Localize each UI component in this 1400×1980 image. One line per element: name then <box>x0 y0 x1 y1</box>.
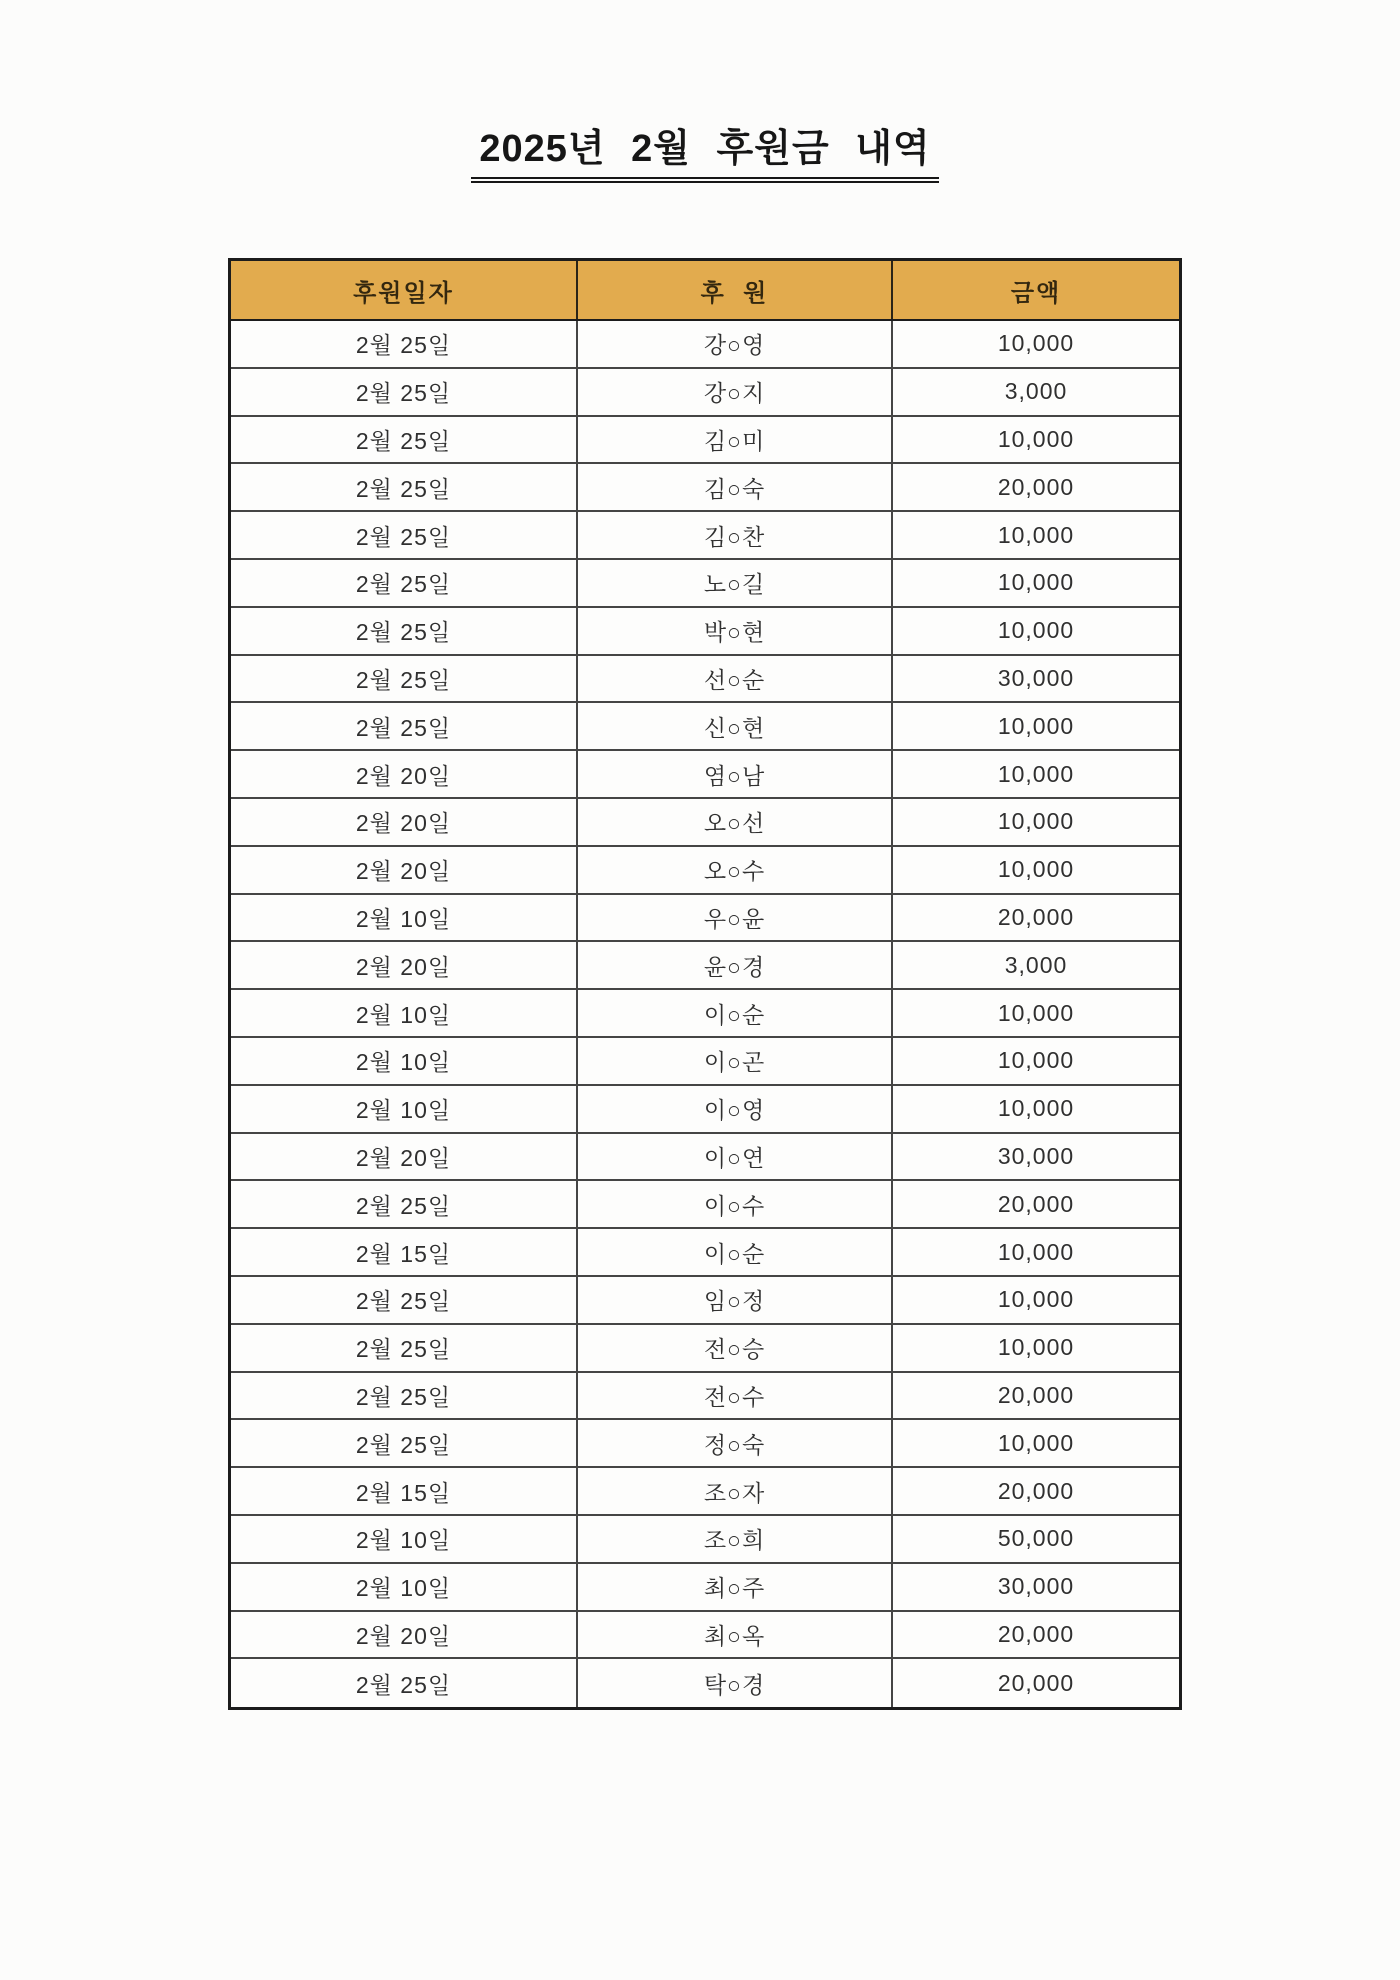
cell-amount: 10,000 <box>997 1286 1075 1313</box>
cell-date: 2월 20일 <box>231 751 578 797</box>
cell-amount: 10,000 <box>997 425 1075 452</box>
cell-date: 2월 25일 <box>231 1420 578 1466</box>
cell-amount: 20,000 <box>997 1477 1075 1504</box>
cell-donor: 전○승 <box>578 1325 893 1371</box>
cell-amount: 10,000 <box>997 760 1075 787</box>
cell-donor: 이○영 <box>578 1086 893 1132</box>
column-header-donor: 후 원 <box>578 261 893 319</box>
cell-amount: 10,000 <box>997 712 1075 739</box>
cell-amount: 10,000 <box>997 617 1075 644</box>
table-row <box>231 990 1179 1038</box>
table-row <box>231 1086 1179 1134</box>
cell-donor: 이○순 <box>578 990 893 1036</box>
cell-date: 2월 25일 <box>231 512 578 558</box>
cell-amount: 10,000 <box>997 569 1075 596</box>
cell-donor: 이○연 <box>578 1134 893 1180</box>
table-row <box>231 1134 1179 1182</box>
cell-donor: 이○수 <box>578 1181 893 1227</box>
table-row <box>231 751 1179 799</box>
cell-date: 2월 20일 <box>231 799 578 845</box>
table-row <box>231 321 1179 369</box>
cell-date: 2월 10일 <box>231 990 578 1036</box>
cell-donor: 김○미 <box>578 417 893 463</box>
cell-donor: 노○길 <box>578 560 893 606</box>
table-row <box>231 1468 1179 1516</box>
table-row <box>231 703 1179 751</box>
table-row <box>231 1564 1179 1612</box>
cell-donor: 윤○경 <box>578 942 893 988</box>
cell-donor: 신○현 <box>578 703 893 749</box>
cell-date: 2월 10일 <box>231 1086 578 1132</box>
cell-amount: 20,000 <box>997 1620 1075 1647</box>
cell-date: 2월 25일 <box>231 417 578 463</box>
cell-donor: 최○주 <box>578 1564 893 1610</box>
table-row <box>231 608 1179 656</box>
cell-amount: 10,000 <box>997 1095 1075 1122</box>
cell-date: 2월 20일 <box>231 942 578 988</box>
table-row <box>231 1229 1179 1277</box>
cell-amount: 10,000 <box>997 521 1075 548</box>
cell-donor: 박○현 <box>578 608 893 654</box>
cell-date: 2월 25일 <box>231 464 578 510</box>
cell-date: 2월 20일 <box>231 1134 578 1180</box>
table-row <box>231 512 1179 560</box>
cell-date: 2월 25일 <box>231 369 578 415</box>
cell-date: 2월 25일 <box>231 1325 578 1371</box>
cell-donor: 탁○경 <box>578 1659 893 1707</box>
cell-donor: 우○윤 <box>578 895 893 941</box>
cell-amount: 10,000 <box>997 856 1075 883</box>
cell-donor: 임○정 <box>578 1277 893 1323</box>
cell-date: 2월 25일 <box>231 321 578 367</box>
cell-date: 2월 10일 <box>231 1038 578 1084</box>
cell-donor: 오○수 <box>578 847 893 893</box>
cell-donor: 정○숙 <box>578 1420 893 1466</box>
table-row <box>231 895 1179 943</box>
column-header-amount: 금액 <box>1010 279 1062 307</box>
cell-amount: 20,000 <box>997 1190 1075 1217</box>
cell-donor: 강○지 <box>578 369 893 415</box>
cell-donor: 염○남 <box>578 751 893 797</box>
cell-date: 2월 25일 <box>231 1181 578 1227</box>
cell-amount: 20,000 <box>997 1381 1075 1408</box>
cell-date: 2월 25일 <box>231 1277 578 1323</box>
cell-date: 2월 25일 <box>231 1373 578 1419</box>
cell-amount: 30,000 <box>997 1573 1075 1600</box>
cell-amount: 10,000 <box>997 1429 1075 1456</box>
table-row <box>231 369 1179 417</box>
cell-date: 2월 15일 <box>231 1468 578 1514</box>
cell-date: 2월 20일 <box>231 1612 578 1658</box>
cell-donor: 김○찬 <box>578 512 893 558</box>
table-row <box>231 1659 1179 1707</box>
cell-date: 2월 10일 <box>231 895 578 941</box>
title-container <box>228 128 1182 183</box>
table-row <box>231 1038 1179 1086</box>
cell-donor: 선○순 <box>578 656 893 702</box>
cell-date: 2월 10일 <box>231 1516 578 1562</box>
cell-donor: 조○희 <box>578 1516 893 1562</box>
cell-amount: 20,000 <box>997 903 1075 930</box>
cell-amount: 3,000 <box>1004 378 1068 405</box>
table-row <box>231 560 1179 608</box>
cell-amount: 10,000 <box>997 1334 1075 1361</box>
table-row <box>231 1277 1179 1325</box>
table-body <box>231 321 1179 1707</box>
table-row <box>231 656 1179 704</box>
cell-amount: 20,000 <box>997 1669 1075 1696</box>
cell-amount: 10,000 <box>997 330 1075 357</box>
table-row <box>231 1325 1179 1373</box>
cell-date: 2월 15일 <box>231 1229 578 1275</box>
cell-donor: 전○수 <box>578 1373 893 1419</box>
table-row <box>231 1612 1179 1660</box>
cell-amount: 10,000 <box>997 999 1075 1026</box>
table-row <box>231 847 1179 895</box>
cell-donor: 조○자 <box>578 1468 893 1514</box>
cell-date: 2월 25일 <box>231 560 578 606</box>
cell-donor: 오○선 <box>578 799 893 845</box>
cell-donor: 최○옥 <box>578 1612 893 1658</box>
page-title: 2025년 2월 후원금 내역 <box>471 128 938 183</box>
cell-date: 2월 25일 <box>231 703 578 749</box>
cell-donor: 강○영 <box>578 321 893 367</box>
table-row <box>231 1420 1179 1468</box>
cell-amount: 50,000 <box>997 1525 1075 1552</box>
cell-amount: 20,000 <box>997 473 1075 500</box>
table-row <box>231 1373 1179 1421</box>
cell-amount: 30,000 <box>997 664 1075 691</box>
cell-date: 2월 20일 <box>231 847 578 893</box>
cell-amount: 10,000 <box>997 808 1075 835</box>
cell-date: 2월 25일 <box>231 656 578 702</box>
cell-amount: 10,000 <box>997 1238 1075 1265</box>
table-row <box>231 942 1179 990</box>
table-row <box>231 1516 1179 1564</box>
column-header-donation-date: 후원일자 <box>231 261 578 319</box>
cell-amount: 30,000 <box>997 1142 1075 1169</box>
cell-amount: 3,000 <box>1004 951 1068 978</box>
table-row <box>231 1181 1179 1229</box>
cell-date: 2월 25일 <box>231 1659 578 1707</box>
cell-amount: 10,000 <box>997 1047 1075 1074</box>
cell-date: 2월 10일 <box>231 1564 578 1610</box>
table-row <box>231 464 1179 512</box>
cell-date: 2월 25일 <box>231 608 578 654</box>
cell-donor: 이○순 <box>578 1229 893 1275</box>
cell-donor: 김○숙 <box>578 464 893 510</box>
table-row <box>231 417 1179 465</box>
donation-table <box>228 258 1182 1710</box>
table-header-row <box>231 261 1179 321</box>
cell-donor: 이○곤 <box>578 1038 893 1084</box>
table-row <box>231 799 1179 847</box>
